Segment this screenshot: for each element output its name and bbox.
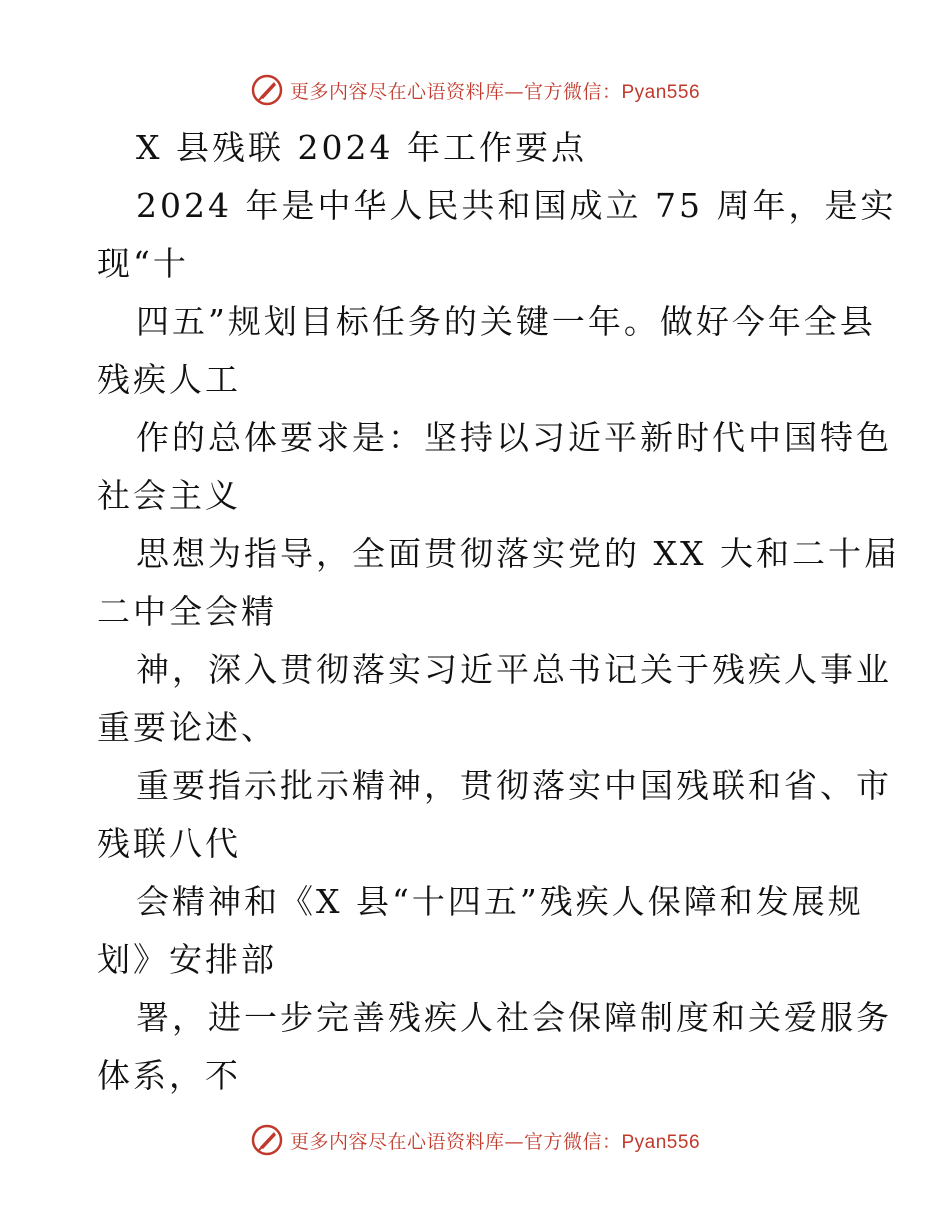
- body-line: 四五”规划目标任务的关键一年。做好今年全县: [136, 302, 876, 341]
- body-line: 2024 年是中华人民共和国成立 75 周年，是实: [136, 186, 897, 225]
- header-watermark: [0, 70, 950, 110]
- body-line: 重要指示批示精神，贯彻落实中国残联和省、市: [136, 766, 892, 805]
- body-line: 体系，不: [97, 1056, 241, 1095]
- body-line: 社会主义: [97, 476, 241, 515]
- quill-logo-icon: [250, 73, 284, 107]
- body-line: 残联八代: [97, 824, 241, 863]
- wechat-id: Pyan556: [621, 81, 701, 103]
- body-line: 划》安排部: [97, 940, 277, 979]
- body-line: 重要论述、: [97, 708, 277, 747]
- footer-watermark: [0, 1120, 950, 1160]
- body-line: 现“十: [97, 244, 189, 283]
- watermark-text: 更多内容尽在心语资料库—官方微信：Pyan556: [289, 80, 701, 103]
- body-line: 思想为指导，全面贯彻落实党的 XX 大和二十届: [136, 534, 900, 573]
- body-line: 会精神和《X 县“十四五”残疾人保障和发展规: [136, 882, 864, 921]
- body-line: 二中全会精: [97, 592, 277, 631]
- watermark-text: 更多内容尽在心语资料库—官方微信：Pyan556: [289, 1130, 701, 1153]
- doc-title: X 县残联 2024 年工作要点: [136, 128, 587, 167]
- body-line: 作的总体要求是：坚持以习近平新时代中国特色: [136, 418, 892, 457]
- body-line: 残疾人工: [97, 360, 241, 399]
- wechat-id: Pyan556: [621, 1131, 701, 1153]
- body-line: 神，深入贯彻落实习近平总书记关于残疾人事业: [136, 650, 892, 689]
- body-line: 署，进一步完善残疾人社会保障制度和关爱服务: [136, 998, 892, 1037]
- quill-logo-icon: [250, 1123, 284, 1157]
